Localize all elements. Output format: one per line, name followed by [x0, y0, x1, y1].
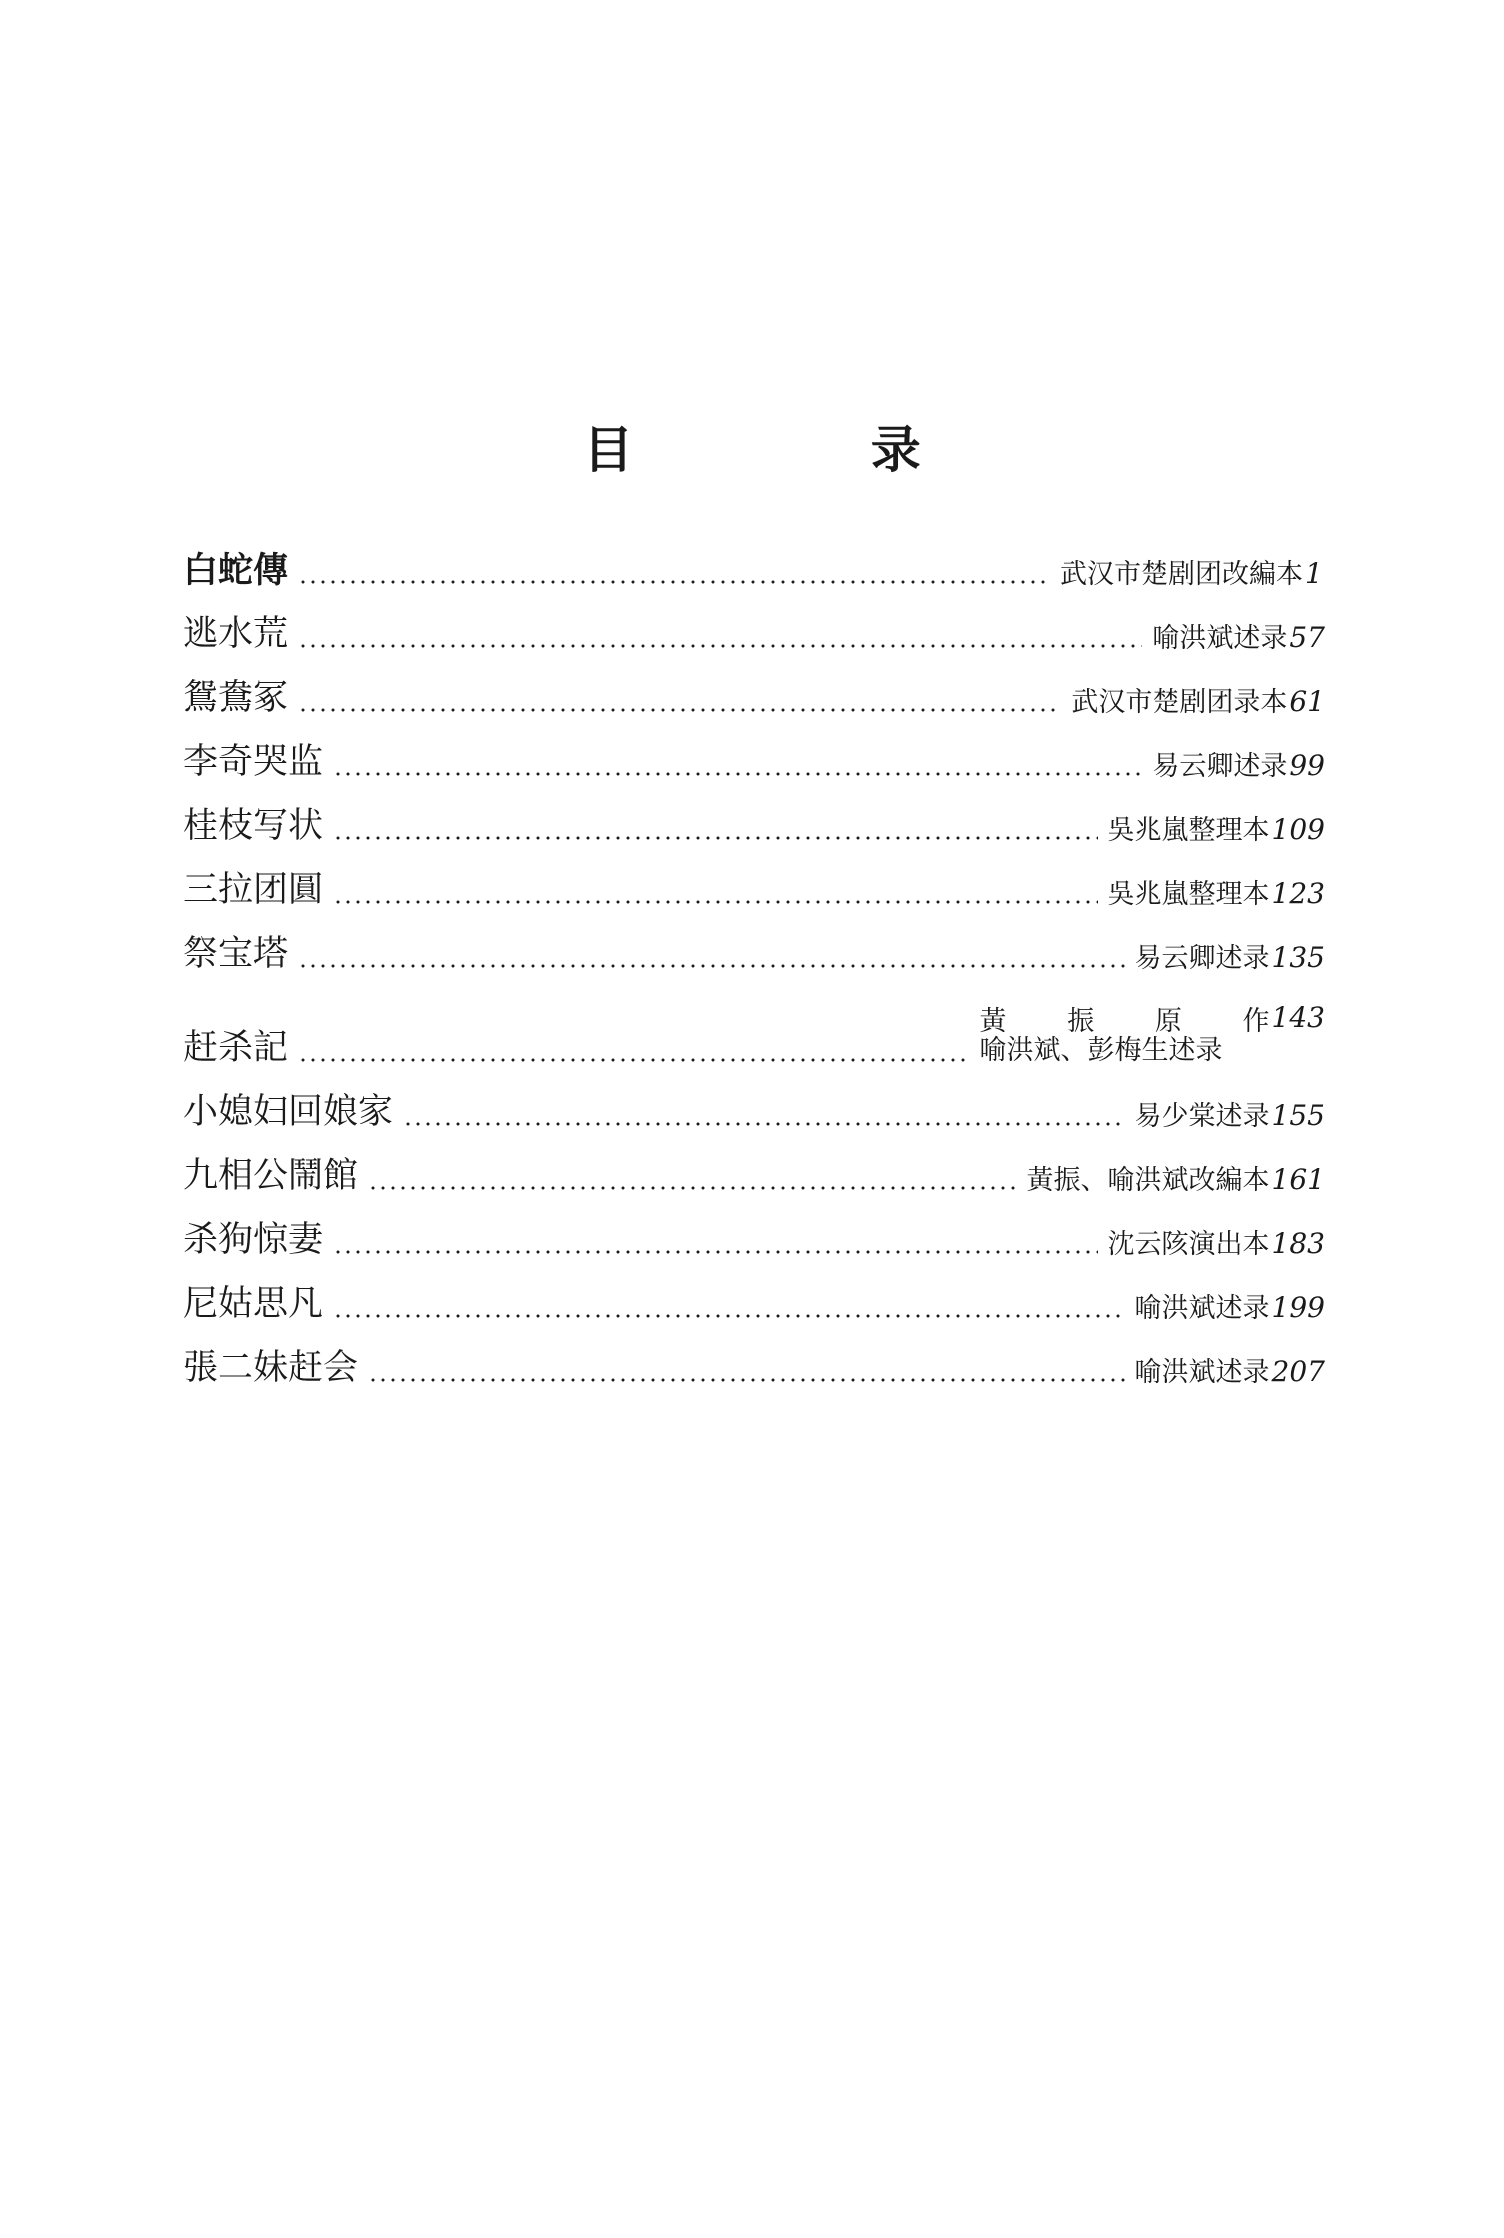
toc-entry [183, 914, 1325, 978]
dot-leader [368, 1186, 1017, 1190]
dot-leader [333, 772, 1142, 776]
toc-entry-title: 小媳妇回娘家 [183, 1092, 394, 1132]
toc-entry-original-author [980, 1007, 1270, 1037]
toc-entry-page: 161 [1271, 1163, 1325, 1196]
toc-entry-title: 尼姑思凡 [183, 1284, 324, 1324]
toc-entry [183, 1136, 1325, 1200]
toc-entry-source: 黃振、喻洪斌改編本 [1026, 1165, 1270, 1196]
toc-entry-source: 吳兆嵐整理本 [1107, 815, 1270, 846]
author-char: 作 [1242, 1005, 1270, 1037]
dot-leader [298, 580, 1050, 584]
toc-entry-title: 九相公鬧館 [183, 1156, 359, 1196]
toc-entry-page: 143 [1271, 1001, 1325, 1034]
toc-entry-source: 喻洪斌、彭梅生述录 [979, 1035, 1223, 1067]
toc-entry-page: 57 [1289, 621, 1325, 654]
toc-entry-title: 逃水荒 [183, 614, 289, 654]
toc-entry-title: 張二妹赶会 [183, 1348, 359, 1388]
toc-entry-source: 易云卿述录 [1152, 751, 1288, 782]
toc-entry [183, 786, 1325, 850]
dot-leader [333, 900, 1098, 904]
toc-entry [183, 594, 1325, 658]
toc-heading: 目 录 [583, 421, 1031, 479]
dot-leader [333, 1314, 1125, 1318]
toc-list [183, 530, 1325, 1392]
toc-entry [183, 722, 1325, 786]
toc-entry [183, 1328, 1325, 1392]
toc-entry-page: 155 [1271, 1099, 1325, 1132]
toc-entry-source: 易云卿述录 [1134, 943, 1270, 974]
dot-leader [298, 1058, 970, 1062]
dot-leader [298, 644, 1142, 648]
dot-leader [298, 964, 1125, 968]
toc-entry-page: 1 [1305, 557, 1323, 590]
toc-entry-page: 207 [1271, 1355, 1325, 1388]
toc-entry-title: 祭宝塔 [183, 934, 289, 974]
toc-entry-page: 183 [1271, 1227, 1325, 1260]
author-char: 振 [1067, 1005, 1095, 1037]
toc-entry-source: 喻洪斌述录 [1152, 623, 1288, 654]
toc-entry-title: 桂枝写状 [183, 806, 324, 846]
toc-entry-source: 武汉市楚剧团录本 [1071, 687, 1288, 718]
toc-entry-title: 白蛇傳 [183, 550, 289, 591]
toc-entry [183, 978, 1325, 1072]
toc-entry-title: 李奇哭监 [183, 742, 324, 782]
toc-entry-source: 沈云陔演出本 [1107, 1229, 1270, 1260]
toc-entry [183, 530, 1325, 594]
toc-entry-page: 99 [1289, 749, 1325, 782]
toc-entry-source-stack [980, 1007, 1270, 1066]
toc-entry [183, 1264, 1325, 1328]
toc-entry-source: 喻洪斌述录 [1134, 1357, 1270, 1388]
toc-entry-title: 杀狗惊妻 [183, 1220, 324, 1260]
toc-entry-page: 199 [1271, 1291, 1325, 1324]
toc-entry [183, 1200, 1325, 1264]
toc-entry-title: 三拉团圓 [183, 870, 324, 910]
dot-leader [333, 1250, 1098, 1254]
toc-entry-source: 吳兆嵐整理本 [1107, 879, 1270, 910]
dot-leader [333, 836, 1098, 840]
toc-entry-title: 赶杀記 [183, 1028, 289, 1068]
dot-leader [368, 1378, 1125, 1382]
dot-leader [403, 1122, 1125, 1126]
dot-leader [298, 708, 1061, 712]
toc-entry-page: 123 [1271, 877, 1325, 910]
toc-entry-page: 109 [1271, 813, 1325, 846]
toc-entry-source: 喻洪斌述录 [1134, 1293, 1270, 1324]
toc-entry [183, 850, 1325, 914]
toc-entry-page: 135 [1271, 941, 1325, 974]
author-char: 黃 [979, 1005, 1007, 1037]
toc-entry-source: 易少棠述录 [1134, 1101, 1270, 1132]
toc-entry [183, 658, 1325, 722]
author-char: 原 [1154, 1005, 1182, 1037]
toc-entry-page: 61 [1289, 685, 1325, 718]
toc-entry [183, 1072, 1325, 1136]
toc-entry-title: 鴛鴦冢 [183, 678, 289, 718]
toc-entry-source: 武汉市楚剧团改編本 [1060, 559, 1303, 590]
